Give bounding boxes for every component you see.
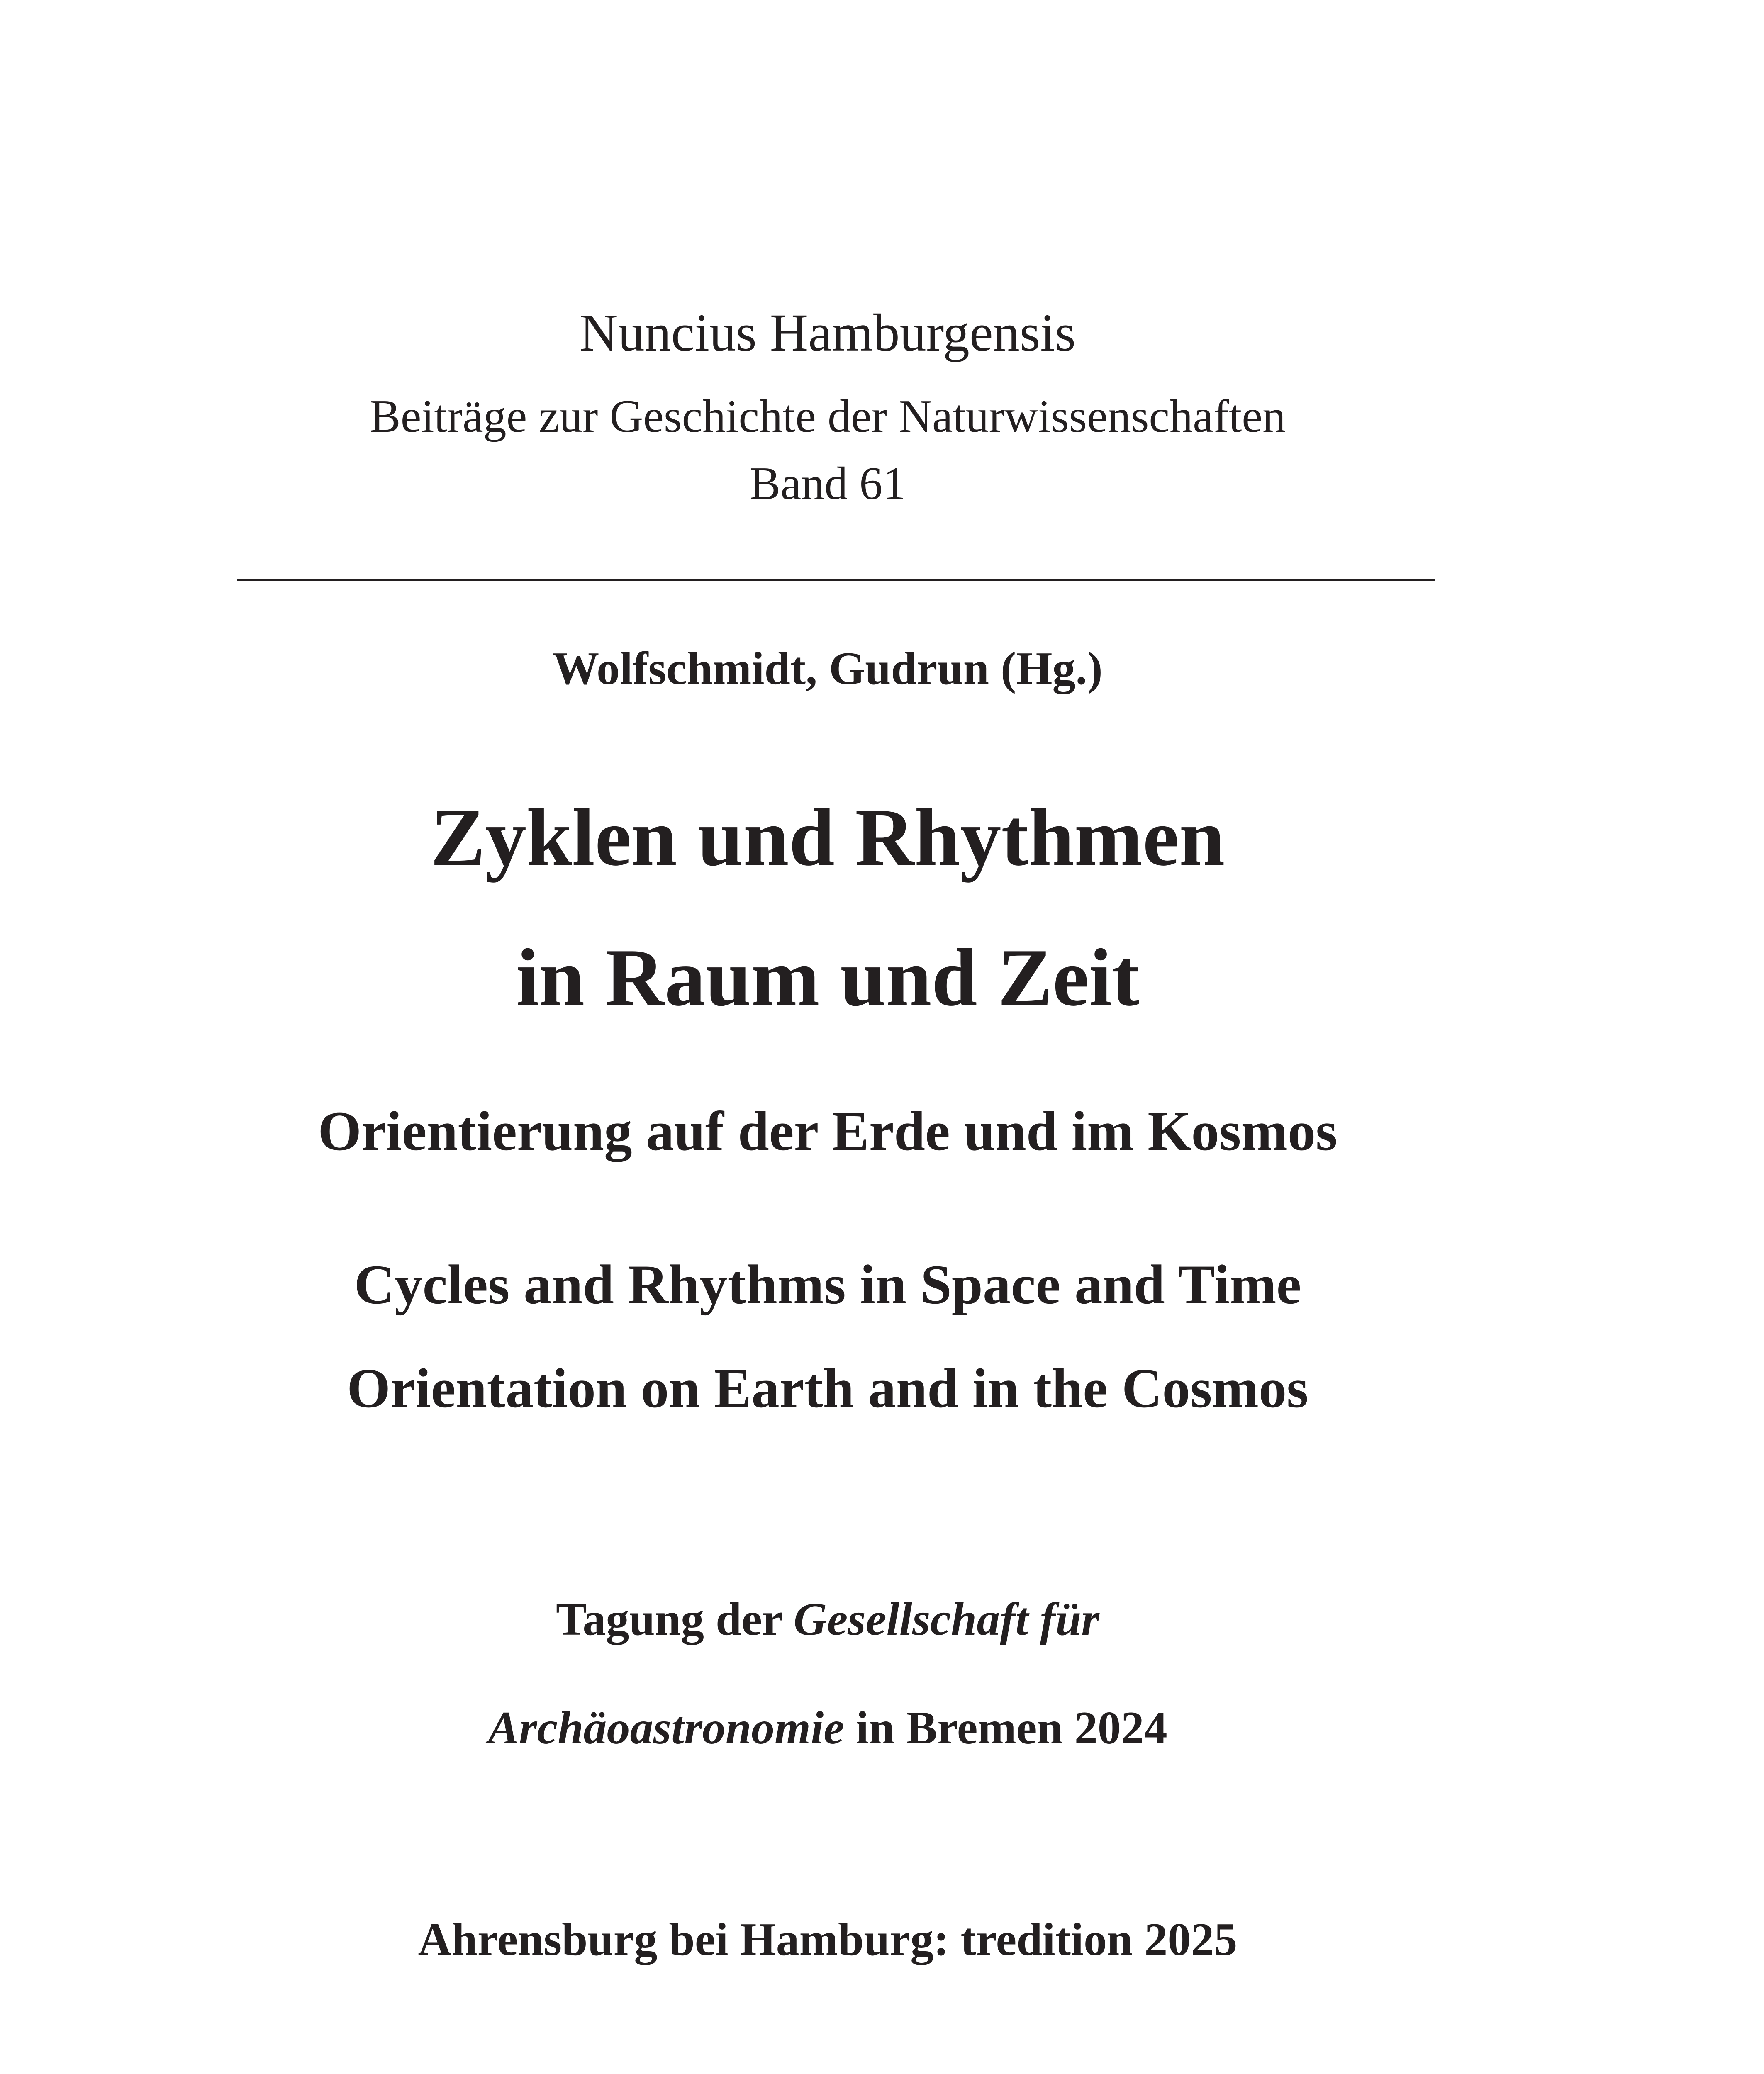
series-subtitle: Beiträge zur Geschichte der Naturwissenschaften — [370, 391, 1286, 442]
series-title: Nuncius Hamburgensis — [580, 303, 1076, 362]
conference-location-year: in Bremen 2024 — [844, 1702, 1167, 1754]
book-subtitle-english: Orientation on Earth and in the Cosmos — [347, 1358, 1308, 1419]
book-subtitle-german: Orientierung auf der Erde und im Kosmos — [318, 1100, 1338, 1162]
book-title-english: Cycles and Rhythms in Space and Time — [354, 1254, 1301, 1316]
society-name-part-2: Archäoastronomie — [488, 1702, 844, 1754]
conference-line-2 — [0, 1702, 1655, 1754]
editor-name: Wolfschmidt, Gudrun (Hg.) — [553, 643, 1103, 694]
book-title-line-1: Zyklen und Rhythmen — [430, 792, 1225, 883]
conference-line-1 — [0, 1596, 1655, 1643]
conference-prefix: Tagung der — [556, 1594, 794, 1645]
publisher-imprint: Ahrensburg bei Hamburg: tredition 2025 — [418, 1914, 1238, 1965]
book-title-line-2: in Raum und Zeit — [516, 932, 1139, 1023]
divider-rule — [237, 579, 1435, 581]
society-name-part-1: Gesellschaft für — [793, 1594, 1099, 1645]
series-volume: Band 61 — [749, 458, 906, 509]
